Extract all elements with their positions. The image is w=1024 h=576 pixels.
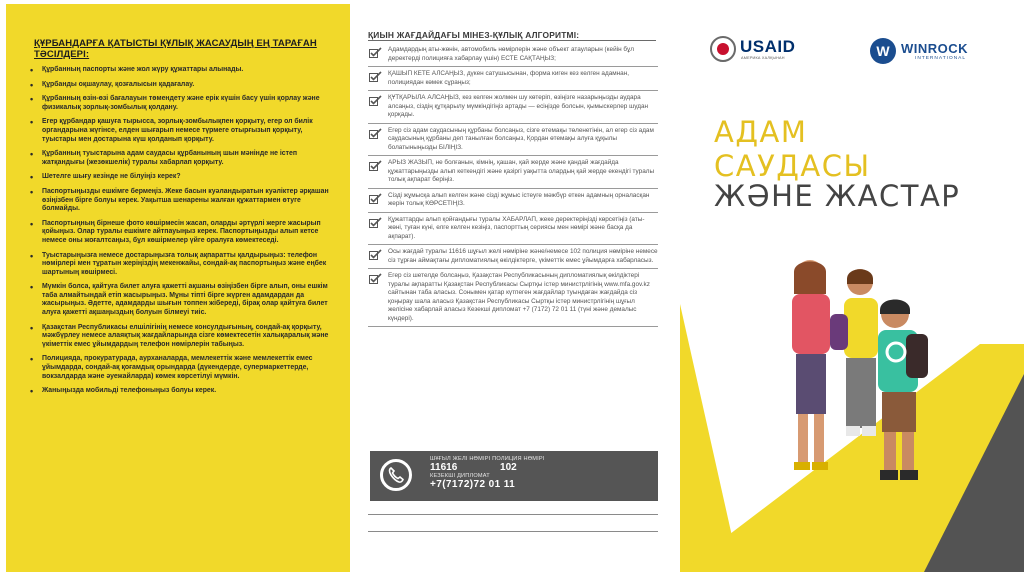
list-item <box>368 70 658 91</box>
middle-panel-title: ҚИЫН ЖАҒДАЙДАҒЫ МІНЕЗ-ҚҰЛЫҚ АЛГОРИТМІ: <box>368 30 580 40</box>
checkbox-check-icon <box>369 71 382 82</box>
diplomat-label: КЕЗЕКШІ ДИПЛОМАТ <box>430 473 490 479</box>
winrock-tagline: INTERNATIONAL <box>915 56 967 61</box>
list-item-text: Адамдардың аты-жөнін, автомобиль нөмірлерін және объект атауларын (кейін бұл деректерді полицияға хабарлау үшін) ЕСТЕ САҚТАҢЫЗ; <box>388 46 634 62</box>
list-item: • Полицияда, прокуратурада, аурханаларда, мемлекеттік және мемлекеттік емес ұйымдарда, сондай-ақ қоғамдық орындарда (дүкендерде, супермаркеттерде, вокзалдарда және әуежайларда) көмек көрсетілуі мүмкін. <box>28 355 334 381</box>
list-item: • Құрбанның өзін-өзі бағалауын төмендету және ерік күшін басу үшін қорлау және физикалық зорлық-зомбылық қолдану. <box>28 95 334 112</box>
list-item <box>368 272 658 327</box>
list-item-text: Егер сіз шетелде болсаңыз, Қазақстан Республикасының дипломатиялық өкілдіктері туралы ақпаратты Қазақстан Республикасы Сыртқы істер министрлігінің www.mfa.gov.kz сайтынан таба аласыз. Сонымен қатар күтпеген жағдайлар туындаған жағдайда сіз қоңырау шала аласыз Қазақстан Республикасы Сыртқы істер министрлігінің шұғыл желісіне хабарлай аласыз Кезекші дипломат +7 (7172) 72 01 11 (түні және демалыс күндері). <box>388 272 650 322</box>
checkbox-check-icon <box>369 47 382 58</box>
checkbox-check-icon <box>369 128 382 139</box>
list-item-text: Осы жағдай туралы 11616 шұғыл желі нөміріне және/немесе 102 полиция нөміріне немесе сіз тұрған аймақтағы дипломатиялық өкілдіктерге, үкіметтік емес ұйымдарға хабарласыз. <box>388 248 658 264</box>
usaid-wordmark: USAID <box>740 37 796 56</box>
checkbox-check-icon <box>369 273 382 284</box>
list-item: • Құрбанды оқшаулау, қозғалысын қадағалау. <box>28 81 334 90</box>
left-panel-list <box>28 66 334 402</box>
list-item: • Паспортыңның бірнеше фото көшірмесін жасап, оларды әртүрлі жерге жасырып қойыңыз. Олар туралы ешкімге айтпауыңыз керек. Паспортыңызды алып кетсе немесе оны жоғалтсаңыз, бұл көшірмелер үйге оралуға көмектеседі. <box>28 220 334 246</box>
right-panel <box>680 4 1024 572</box>
list-item: • Шетелге шығу кезінде не білуіңіз керек? <box>28 173 334 182</box>
hotline-label: ШҰҒЫЛ ЖЕЛІ НӨМІРІ ПОЛИЦИЯ НӨМІРІ <box>430 456 545 462</box>
winrock-logo-icon: W <box>870 38 896 64</box>
phone-icon <box>370 451 424 501</box>
middle-panel <box>352 4 670 572</box>
youth-illustration <box>760 254 970 494</box>
cover-title-line-1: АДАМ <box>714 115 808 149</box>
list-item <box>368 248 658 269</box>
checkbox-check-icon <box>369 193 382 204</box>
left-panel-title: ҚҰРБАНДАРҒА ҚАТЫСТЫ ҚҰЛЫҚ ЖАСАУДЫҢ ЕҢ ТАРАҒАН ТӘСІЛДЕРІ: <box>34 38 317 60</box>
divider <box>368 514 658 515</box>
list-item-text: ҚАШЫП КЕТЕ АЛСАҢЫЗ, дүкен сатушысынан, форма киген кез келген адамнан, полициядан көмек сұраңыз; <box>388 70 630 86</box>
list-item: • Егер құрбандар қашуға тырысса, зорлық-зомбылықпен қорқыту, егер ол билік органдарына жүгінсе, елден шығарып немесе түрмеге отырғызып қорқыту, туыстары мен достарына күш қолданып қорқыту. <box>28 118 334 144</box>
list-item-text: Егер сіз адам саудасының құрбаны болсаңыз, сізге өтемақы төленетінін, ал егер сіз адам саудасының құрбаны деп танылған болсаңыз, Қордан өтемақы алуға құқылы болатыныңызды БІЛІҢІЗ. <box>388 126 654 151</box>
list-item: • Қазақстан Республикасы елшілігінің немесе консулдығының, сондай-ақ қорқыту, мәжбүрлеу немесе алаяқтық жағдайларында сізге көмектесетін халықаралық және үкіметтік емес ұйымдардың телефон нөмірлерін табыңыз. <box>28 324 334 350</box>
diplomat-number: +7(7172)72 01 11 <box>430 479 516 490</box>
checkbox-check-icon <box>369 95 382 106</box>
list-item <box>368 216 658 246</box>
list-item-text: Сізді жұмысқа алып келген және сізді жұмыс істеуге мәжбүр еткен адамның орналасқан жерін толық КӨРСЕТІҢІЗ. <box>388 191 650 207</box>
list-item: • Құрбанның туыстарына адам саудасы құрбанының шын мәнінде не істеп жатқандығы (жезөкшелік) туралы хабарлап қорқыту. <box>28 150 334 167</box>
list-item <box>368 127 658 157</box>
list-item-text: АРЫЗ ЖАЗЫП, не болғанын, кімнің, қашан, қай жерде және қандай жағдайда құжаттарыңызды алып кеткендігі және қазіргі уақытта олардың қай жерде екендігі туралы толық ақпарат беріңіз. <box>388 159 655 183</box>
hotline-details <box>430 456 650 490</box>
algorithm-list <box>368 46 658 330</box>
list-item: • Жаныңызда мобильді телефоныңыз болуы керек. <box>28 387 334 396</box>
cover-title-line-3: ЖӘНЕ ЖАСТАР <box>714 179 961 213</box>
list-item <box>368 159 658 189</box>
list-item <box>368 46 658 67</box>
list-item-text: ҚҰТҚАРЫЛА АЛСАҢЫЗ, кез келген жолмен шу көтеріп, өзіңізге назарыңызды аудара алсаңыз, сіздің құтқарылу мүмкіндігіңіз артады — есіңізде болсын, қымыскерлер шудан қорқады. <box>388 94 649 118</box>
hotline-numbers: 11616 102 <box>430 462 517 473</box>
checkbox-check-icon <box>369 160 382 171</box>
list-item: • Құрбанның паспорты және жол жүру құжаттары алынады. <box>28 66 334 75</box>
cover-title-line-2: САУДАСЫ <box>714 149 871 183</box>
winrock-wordmark: WINROCK <box>901 41 969 56</box>
divider <box>368 40 656 41</box>
usaid-tagline: АМЕРИКА ХАЛҚЫНАН <box>741 56 785 60</box>
list-item <box>368 94 658 124</box>
list-item: • Мүмкін болса, қайтуға билет алуға қажетті ақшаны өзіңізбен бірге алып, оны ешкім таба алмайтындай етіп жасырыңыз. Мұны тіпті бірге жүрген адамдардан да жасырыңыз. Әдетте, адамдарды шығын топпен жібереді, бірақ олар қайтуға билет алуға қажетті ақшаңыздың болуын білмеуі тиіс. <box>28 283 334 317</box>
checkbox-check-icon <box>369 217 382 228</box>
left-panel <box>6 4 350 572</box>
checkbox-check-icon <box>369 249 382 260</box>
list-item-text: Құжаттарды алып қойғандығы туралы ХАБАРЛАП, жеке деректеріңізді көрсетіңіз (аты-жөні, туған күні, елге келген кезіңіз, паспорттың сериясы мен нөмірі және басқа да ақпарат). <box>388 215 645 240</box>
hotline-box <box>370 451 658 501</box>
list-item: • Паспортыңызды ешкімге бермеңіз. Жеке басын куәландыратын куәліктер әрқашан өзіңізбен бірге болуы керек. Уақытша шенарены жалған құжаттармен өтуге болмайды. <box>28 188 334 214</box>
divider <box>368 531 658 532</box>
list-item: • Туыстарыңызға немесе достарыңызға толық ақпаратты қалдырыңыз: телефон нөмірлері мен тұратын жеріңіздің мекенжайы, сондай-ақ паспортыңыз және еңбек шартының көшірмесі. <box>28 252 334 278</box>
list-item <box>368 192 658 213</box>
